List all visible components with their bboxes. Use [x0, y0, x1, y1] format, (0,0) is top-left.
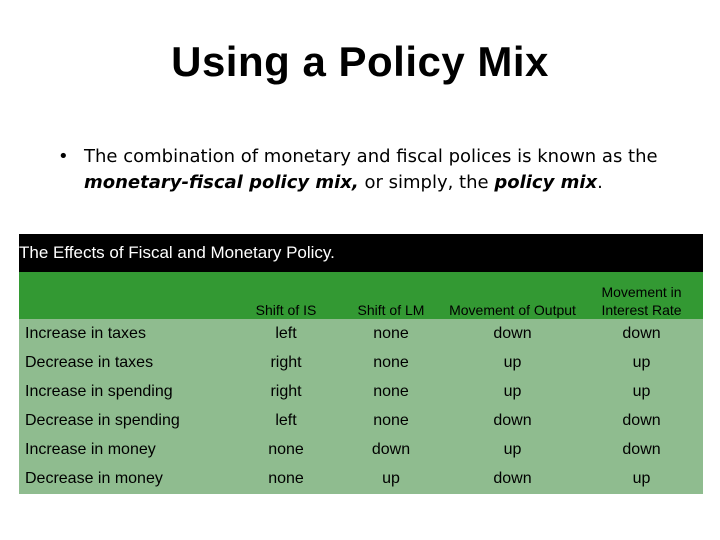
table-row [19, 465, 703, 494]
slide-title: Using a Policy Mix [171, 38, 549, 85]
table-row [19, 319, 703, 348]
table-cell: left [235, 406, 337, 435]
table-row [19, 377, 703, 406]
table-cell: up [580, 377, 703, 406]
table-cell: right [235, 377, 337, 406]
table-row [19, 406, 703, 435]
table-cell: down [580, 436, 703, 465]
table-cell: up [445, 436, 580, 465]
bullet-term-policy-mix-full: monetary-fiscal policy mix, [84, 172, 359, 193]
table-cell: up [445, 348, 580, 377]
table-caption-row [19, 234, 703, 272]
bullet-text [84, 144, 678, 196]
table-cell: none [337, 319, 445, 348]
bullet-marker: • [58, 146, 69, 167]
bullet-middle: or simply, the [358, 172, 495, 193]
table-cell: down [337, 436, 445, 465]
table-cell: down [580, 406, 703, 435]
bullet-term-policy-mix: policy mix [494, 172, 598, 193]
table-cell: left [235, 319, 337, 348]
row-label: Increase in spending [19, 377, 235, 406]
table-cell: up [337, 465, 445, 494]
table-cell: down [445, 465, 580, 494]
table-cell: up [580, 465, 703, 494]
table-cell: none [337, 377, 445, 406]
table-cell: up [580, 348, 703, 377]
header-cell-shift-is: Shift of IS [235, 272, 337, 319]
table-cell: none [337, 348, 445, 377]
table-caption: The Effects of Fiscal and Monetary Policy. [19, 234, 703, 272]
table-cell: right [235, 348, 337, 377]
table-cell: none [235, 436, 337, 465]
row-label: Decrease in spending [19, 406, 235, 435]
table-cell: down [445, 319, 580, 348]
header-cell-blank [19, 272, 235, 319]
table-cell: down [445, 406, 580, 435]
row-label: Increase in taxes [19, 319, 235, 348]
table-row [19, 348, 703, 377]
row-label: Decrease in taxes [19, 348, 235, 377]
header-cell-interest-rate: Movement in Interest Rate [580, 272, 703, 319]
header-cell-shift-lm: Shift of LM [337, 272, 445, 319]
bullet-suffix: . [597, 172, 603, 193]
bullet-prefix: The combination of monetary and fiscal polices is known as the [84, 146, 658, 167]
table-header-row [19, 272, 703, 319]
row-label: Decrease in money [19, 465, 235, 494]
bullet-item [58, 144, 678, 196]
effects-table [19, 234, 703, 494]
table-row [19, 436, 703, 465]
table-cell: none [337, 406, 445, 435]
table-cell: none [235, 465, 337, 494]
table-cell: up [445, 377, 580, 406]
row-label: Increase in money [19, 436, 235, 465]
header-cell-output: Movement of Output [445, 272, 580, 319]
table-cell: down [580, 319, 703, 348]
